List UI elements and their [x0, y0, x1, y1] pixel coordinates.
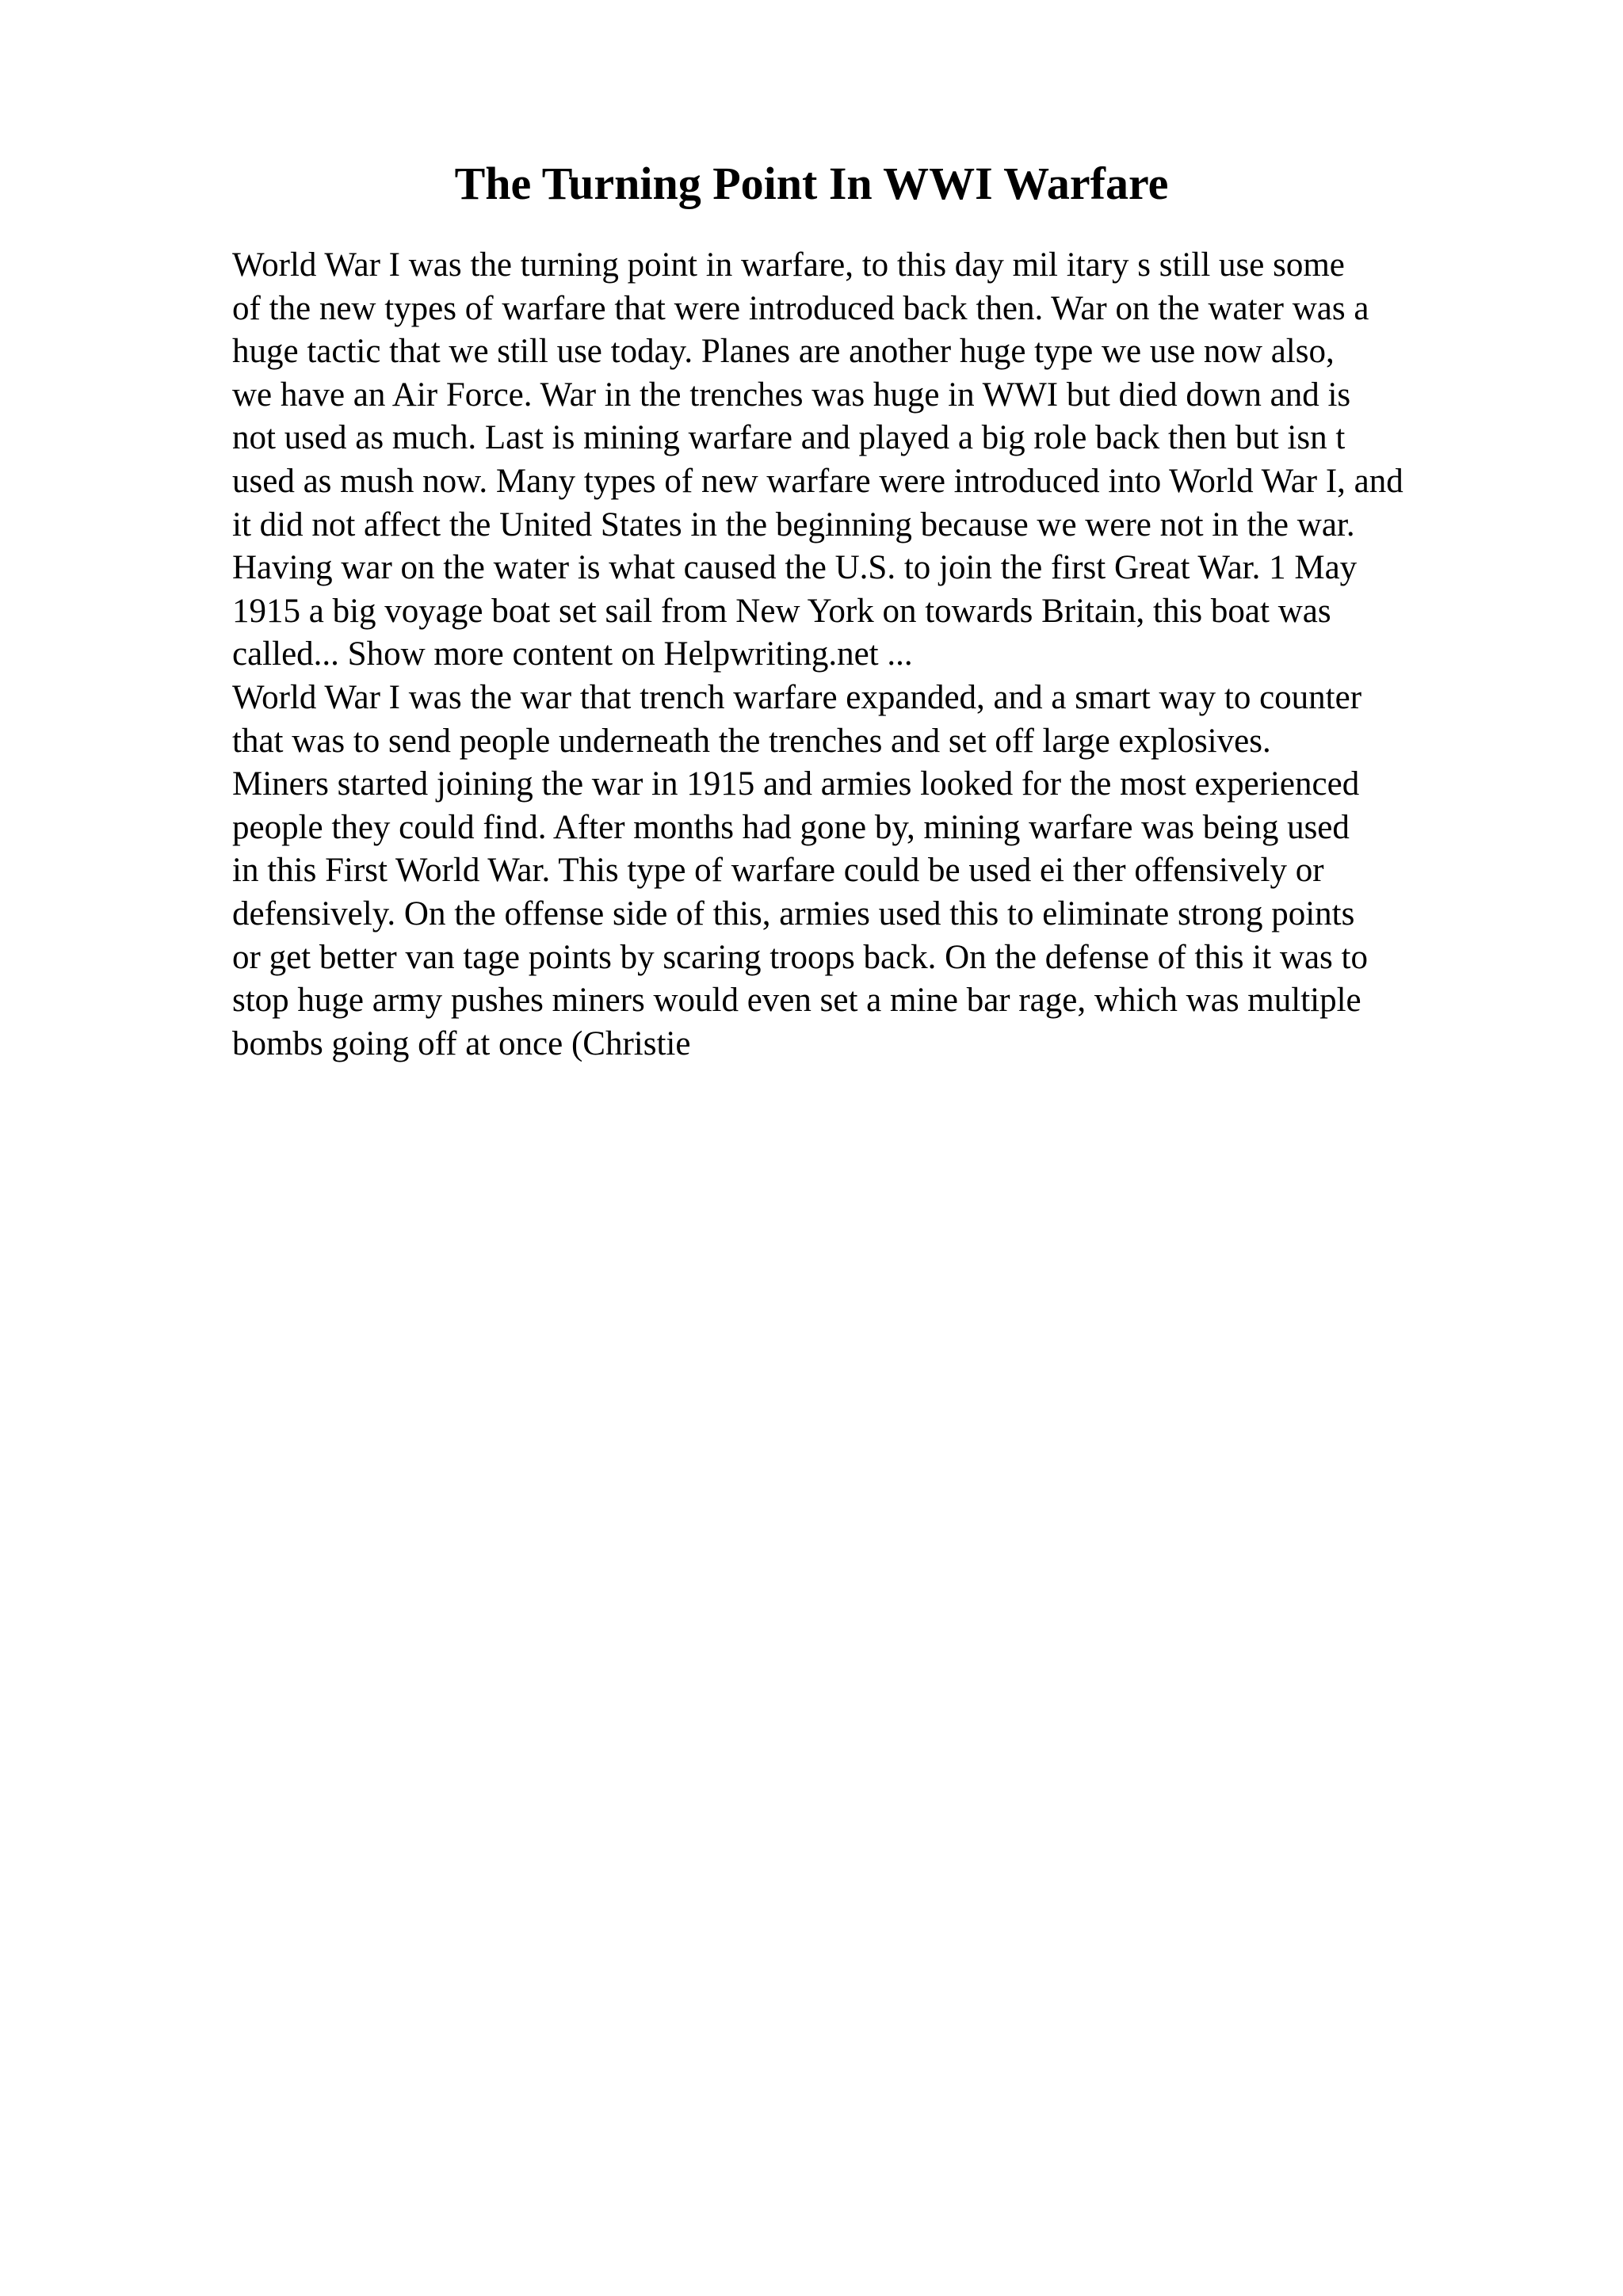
text-line: 1915 a big voyage boat set sail from New York on towards Britain, this boat was: [232, 592, 1331, 630]
text-line: huge tactic that we still use today. Planes are another huge type we use now also,: [232, 333, 1335, 371]
text-line: World War I was the war that trench warfare expanded, and a smart way to counter: [232, 678, 1362, 716]
document-title: The Turning Point In WWI Warfare: [454, 158, 1169, 209]
text-line: used as mush now. Many types of new warfare were introduced into World War I, and: [232, 462, 1403, 500]
text-line: that was to send people underneath the trenches and set off large explosives.: [232, 722, 1271, 760]
text-line: it did not affect the United States in the beginning because we were not in the war.: [232, 505, 1355, 543]
text-line: in this First World War. This type of warfare could be used ei ther offensively or: [232, 852, 1324, 890]
text-line: Having war on the water is what caused the U.S. to join the first Great War. 1 May: [232, 549, 1358, 587]
text-line: defensively. On the offense side of this, armies used this to eliminate strong points: [232, 894, 1355, 933]
text-line: stop huge army pushes miners would even set a mine bar rage, which was multiple: [232, 982, 1361, 1020]
text-line: of the new types of warfare that were introduced back then. War on the water was a: [232, 289, 1369, 327]
text-line: bombs going off at once (Christie: [232, 1024, 691, 1062]
text-line: or get better van tage points by scaring troops back. On the defense of this it was to: [232, 938, 1368, 976]
text-line: World War I was the turning point in warfare, to this day mil itary s still use some: [232, 246, 1345, 284]
text-line: people they could find. After months had gone by, mining warfare was being used: [232, 808, 1350, 846]
text-line: Miners started joining the war in 1915 and armies looked for the most experienced: [232, 765, 1360, 803]
text-line: called... Show more content on Helpwriting.net ...: [232, 635, 913, 673]
document-body: [232, 244, 1595, 1066]
text-line: we have an Air Force. War in the trenches was huge in WWI but died down and is: [232, 376, 1351, 414]
text-line: not used as much. Last is mining warfare and played a big role back then but isn t: [232, 419, 1346, 457]
